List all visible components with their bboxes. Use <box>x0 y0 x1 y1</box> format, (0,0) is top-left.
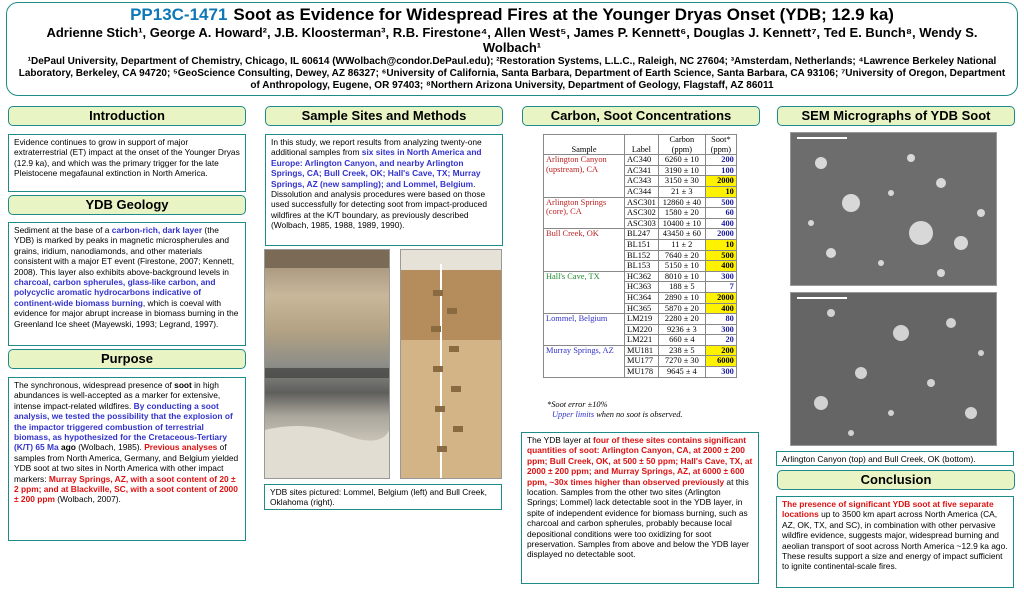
table-soot-cell: 300 <box>705 324 736 335</box>
table-label-cell: HC362 <box>625 271 659 282</box>
table-label-cell: HC363 <box>625 282 659 293</box>
table-row <box>544 197 737 208</box>
methods-text-2: . Dissolution and analysis procedures were based on those used successfully for detecting soot from impact-produced wildfires at the K/T boundary, as previously described (Wolbach, 1985, 1988, 1989, 1990). <box>271 178 487 231</box>
methods-text-1: In this study, we report results from analyzing twenty-one additional samples from <box>271 137 482 158</box>
geology-highlight-1: carbon-rich, dark layer <box>111 225 203 235</box>
table-carbon-cell: 21 ± 3 <box>658 186 705 197</box>
upper-limits-text: when no soot is observed. <box>594 410 683 419</box>
purpose-bold-2: ago <box>58 442 76 453</box>
table-carbon-cell: 10400 ± 10 <box>658 218 705 229</box>
table-carbon-cell: 238 ± 5 <box>658 345 705 356</box>
methods-box <box>265 134 503 246</box>
table-carbon-cell: 3150 ± 30 <box>658 176 705 187</box>
table-soot-cell: 20 <box>705 335 736 346</box>
table-site-cell: Bull Creek, OK <box>544 229 625 271</box>
conclusion-box <box>776 496 1014 588</box>
table-carbon-cell: 5150 ± 10 <box>658 261 705 272</box>
table-soot-cell: 400 <box>705 218 736 229</box>
introduction-text: Evidence continues to grow in support of major extraterrestrial (ET) impact at the onset of the Younger Dryas (12.9 ka), and which was the primary trigger for the late Pleistocene megafaunal extinction in North America. <box>14 137 240 179</box>
purpose-red-2: Murray Springs, AZ, with a soot content of 20 ± 2 ppm; and at Blackville, SC, with a soot content of 2000 ± 200 ppm <box>14 473 238 505</box>
table-carbon-cell: 7640 ± 20 <box>658 250 705 261</box>
lommel-site-photo <box>264 249 390 479</box>
table-label-cell: LM219 <box>625 314 659 325</box>
table-carbon-cell: 2890 ± 10 <box>658 292 705 303</box>
upper-limits-note <box>547 410 747 420</box>
table-row <box>544 155 737 166</box>
geology-text-3: , which is coeval with evidence for major abrupt increase in biomass burning in the Greenland Ice sheet (Mayewski, 1993; Legrand, 1997). <box>14 297 239 329</box>
conclusion-heading: Conclusion <box>777 470 1015 490</box>
geology-text-2: (the YDB) is marked by peaks in magnetic microspherules and grains, iridium, nanodiamonds, and other materials consistent with a major ET event (Firestone, 2007; Kennett, 2008). This layer also exhibits above-background levels in <box>14 225 235 277</box>
table-soot-cell: 300 <box>705 367 736 378</box>
poster-header <box>6 2 1018 96</box>
table-soot-cell: 7 <box>705 282 736 293</box>
table-header-sample: Sample <box>544 135 625 155</box>
table-soot-cell: 80 <box>705 314 736 325</box>
results-text-2: at this location. Samples from the other two sites (Arlington Springs; Lommel) lack detectable soot in the YDB layer, in spite of independent evidence for biomass burning, such as charcoal and carbon spherules, probably because local depositional conditions were too oxidizing for soot preservation. Samples from above and below the YDB layer displayed no detectable soot. <box>527 476 749 560</box>
table-label-cell: AC343 <box>625 176 659 187</box>
purpose-text-5: (Wolbach, 2007). <box>54 494 121 505</box>
table-soot-cell: 300 <box>705 271 736 282</box>
table-soot-cell: 2000 <box>705 229 736 240</box>
introduction-box <box>8 134 246 192</box>
table-header-soot: Soot* (ppm) <box>705 135 736 155</box>
table-carbon-cell: 12860 ± 40 <box>658 197 705 208</box>
carbon-soot-heading: Carbon, Soot Concentrations <box>522 106 760 126</box>
table-soot-cell: 10 <box>705 186 736 197</box>
table-carbon-cell: 188 ± 5 <box>658 282 705 293</box>
table-body <box>544 155 737 377</box>
table-carbon-cell: 9236 ± 3 <box>658 324 705 335</box>
sem-arlington-graphic <box>791 133 997 286</box>
table-soot-cell: 2000 <box>705 176 736 187</box>
sem-caption-box <box>776 451 1014 466</box>
sample-sites-heading: Sample Sites and Methods <box>265 106 503 126</box>
table-label-cell: LM221 <box>625 335 659 346</box>
purpose-bold-1: soot <box>174 380 192 390</box>
sem-micrograph-arlington <box>790 132 997 286</box>
table-soot-cell: 200 <box>705 345 736 356</box>
table-carbon-cell: 11 ± 2 <box>658 239 705 250</box>
table-label-cell: MU181 <box>625 345 659 356</box>
table-carbon-cell: 9645 ± 4 <box>658 367 705 378</box>
table-soot-cell: 2000 <box>705 292 736 303</box>
table-row <box>544 345 737 356</box>
table-carbon-cell: 8010 ± 10 <box>658 271 705 282</box>
table-label-cell: BL153 <box>625 261 659 272</box>
table-label-cell: HC365 <box>625 303 659 314</box>
table-row <box>544 314 737 325</box>
table-carbon-cell: 2280 ± 20 <box>658 314 705 325</box>
table-label-cell: ASC302 <box>625 208 659 219</box>
table-label-cell: BL247 <box>625 229 659 240</box>
table-header-label: Label <box>625 135 659 155</box>
table-site-cell: Hall's Cave, TX <box>544 271 625 313</box>
sem-caption: Arlington Canyon (top) and Bull Creek, OK (bottom). <box>782 454 976 464</box>
table-carbon-cell: 5870 ± 20 <box>658 303 705 314</box>
table-row <box>544 229 737 240</box>
site-photo-caption: YDB sites pictured: Lommel, Belgium (left) and Bull Creek, Oklahoma (right). <box>270 487 487 508</box>
table-notes <box>547 400 747 420</box>
table-label-cell: MU178 <box>625 367 659 378</box>
author-list: Adrienne Stich¹, George A. Howard², J.B. Kloosterman³, R.B. Firestone⁴, Allen West⁵, James P. Kennett⁶, Douglas J. Kennett⁷, Ted E. Bunch⁸, Wendy S. Wolbach¹ <box>46 25 978 55</box>
table-label-cell: ASC301 <box>625 197 659 208</box>
upper-limits-label: Upper limits <box>552 410 595 419</box>
purpose-red-1: Previous analyses <box>144 442 218 453</box>
table-carbon-cell: 7270 ± 30 <box>658 356 705 367</box>
table-soot-cell: 6000 <box>705 356 736 367</box>
table-label-cell: AC340 <box>625 155 659 166</box>
table-row <box>544 271 737 282</box>
table-carbon-cell: 1580 ± 20 <box>658 208 705 219</box>
results-text-1: The YDB layer at <box>527 435 593 445</box>
methods-highlight: six sites in North America and Europe: Arlington Canyon, and nearby Arlington Springs, CA; Bull Creek, OK; Hall's Cave, TX; Murray Springs, AZ (new sampling); and Lommel, Belgium <box>271 147 482 189</box>
table-site-cell: Murray Springs, AZ <box>544 345 625 377</box>
table-label-cell: HC364 <box>625 292 659 303</box>
table-label-cell: BL152 <box>625 250 659 261</box>
table-label-cell: MU177 <box>625 356 659 367</box>
affiliation-list: ¹DePaul University, Department of Chemistry, Chicago, IL 60614 (WWolbach@condor.DePaul.edu); ²Restoration Systems, L.L.C., Raleigh, NC 27604; ³Amsterdam, Netherlands; ⁴Lawrence Berkeley National Laboratory, Berkeley, CA 94720; ⁵GeoScience Consulting, Dewey, AZ 86327; ⁶University of California, Santa Barbara, Department of Earth Science, Santa Barbara, CA 93106; ⁷University of Oregon, Department of Anthropology, Eugene, OR 97403; ⁸Northern Arizona University, Department of Geology, Flagstaff, AZ 86011 <box>18 56 1006 91</box>
results-red: four of these sites contains significant quantities of soot: Arlington Canyon, CA, at 2000 ± 200 ppm; Bull Creek, OK, at 500 ± 50 ppm; Hall's Cave, TX, at 2000 ± 200 ppm; and Murray Springs, AZ, at 6000 ± 600 ppm, ~30x times higher than observed previously <box>527 435 753 487</box>
table-header-carbon: Carbon (ppm) <box>658 135 705 155</box>
table-carbon-cell: 660 ± 4 <box>658 335 705 346</box>
lommel-photo-graphic <box>265 250 390 479</box>
purpose-text-2: in high abundances is well-accepted as a marker for extensive, intense impact-related wildfires. <box>14 380 221 411</box>
table-soot-cell: 100 <box>705 165 736 176</box>
conclusion-text: up to 3500 km apart across North America (CA, AZ, OK, TX, and SC), in combination with other pervasive wildfire evidence, suggests major, widespread burning and aeolian transport of soot across North America ~12.9 ka ago. These results support a size and energy of impact sufficient to ignite continental-scale fires. <box>782 509 1008 572</box>
introduction-heading: Introduction <box>8 106 246 126</box>
site-photo-caption-box <box>264 484 502 510</box>
bull-creek-photo-graphic <box>401 250 502 479</box>
table-carbon-cell: 6260 ± 10 <box>658 155 705 166</box>
results-box <box>521 432 759 584</box>
table-site-cell: Lommel, Belgium <box>544 314 625 346</box>
bull-creek-site-photo <box>400 249 502 479</box>
poster-title: Soot as Evidence for Widespread Fires at the Younger Dryas Onset (YDB; 12.9 ka) <box>233 5 894 24</box>
purpose-highlight: By conducting a soot analysis, we tested the possibility that the explosion of the impactor triggered combustion of terrestrial biomass, as hypothesized for the Cretaceous-Tertiary (K/T) 65 Ma <box>14 400 233 453</box>
purpose-text-1: The synchronous, widespread presence of <box>14 380 175 390</box>
table-site-cell: Arlington Springs (core), CA <box>544 197 625 229</box>
table-label-cell: LM220 <box>625 324 659 335</box>
table-soot-cell: 200 <box>705 155 736 166</box>
table-soot-cell: 500 <box>705 197 736 208</box>
purpose-box <box>8 377 246 541</box>
concentration-table <box>543 134 737 378</box>
table-soot-cell: 500 <box>705 250 736 261</box>
purpose-text-4: of samples from North America, Germany, and Belgium yielded YDB soot at two sites in North America with other impact markers: <box>14 442 239 484</box>
title-line <box>17 5 1007 24</box>
geology-highlight-2: charcoal, carbon spherules, glass-like carbon, and polycyclic aromatic hydrocarbons indicative of continent-wide biomass burning <box>14 277 216 308</box>
concentration-table-wrap <box>543 134 738 398</box>
table-carbon-cell: 43450 ± 60 <box>658 229 705 240</box>
table-soot-cell: 400 <box>705 303 736 314</box>
purpose-text-3: (Wolbach, 1985). <box>75 442 145 453</box>
sem-micrograph-bull-creek <box>790 292 997 446</box>
table-label-cell: AC344 <box>625 186 659 197</box>
ydb-geology-box <box>8 222 246 346</box>
sem-heading: SEM Micrographs of YDB Soot <box>777 106 1015 126</box>
geology-text-1: Sediment at the base of a <box>14 225 112 235</box>
conclusion-red: The presence of significant YDB soot at five separate locations <box>782 499 994 520</box>
poster-code: PP13C-1471 <box>130 5 228 24</box>
table-label-cell: AC341 <box>625 165 659 176</box>
purpose-heading: Purpose <box>8 349 246 369</box>
table-site-cell: Arlington Canyon (upstream), CA <box>544 155 625 197</box>
ydb-geology-heading: YDB Geology <box>8 195 246 215</box>
soot-error-note: *Soot error ±10% <box>547 400 608 409</box>
table-soot-cell: 400 <box>705 261 736 272</box>
table-soot-cell: 60 <box>705 208 736 219</box>
sem-bull-creek-graphic <box>791 293 997 446</box>
table-label-cell: BL151 <box>625 239 659 250</box>
table-label-cell: ASC303 <box>625 218 659 229</box>
table-header-row <box>544 135 737 155</box>
table-soot-cell: 10 <box>705 239 736 250</box>
table-carbon-cell: 3190 ± 10 <box>658 165 705 176</box>
